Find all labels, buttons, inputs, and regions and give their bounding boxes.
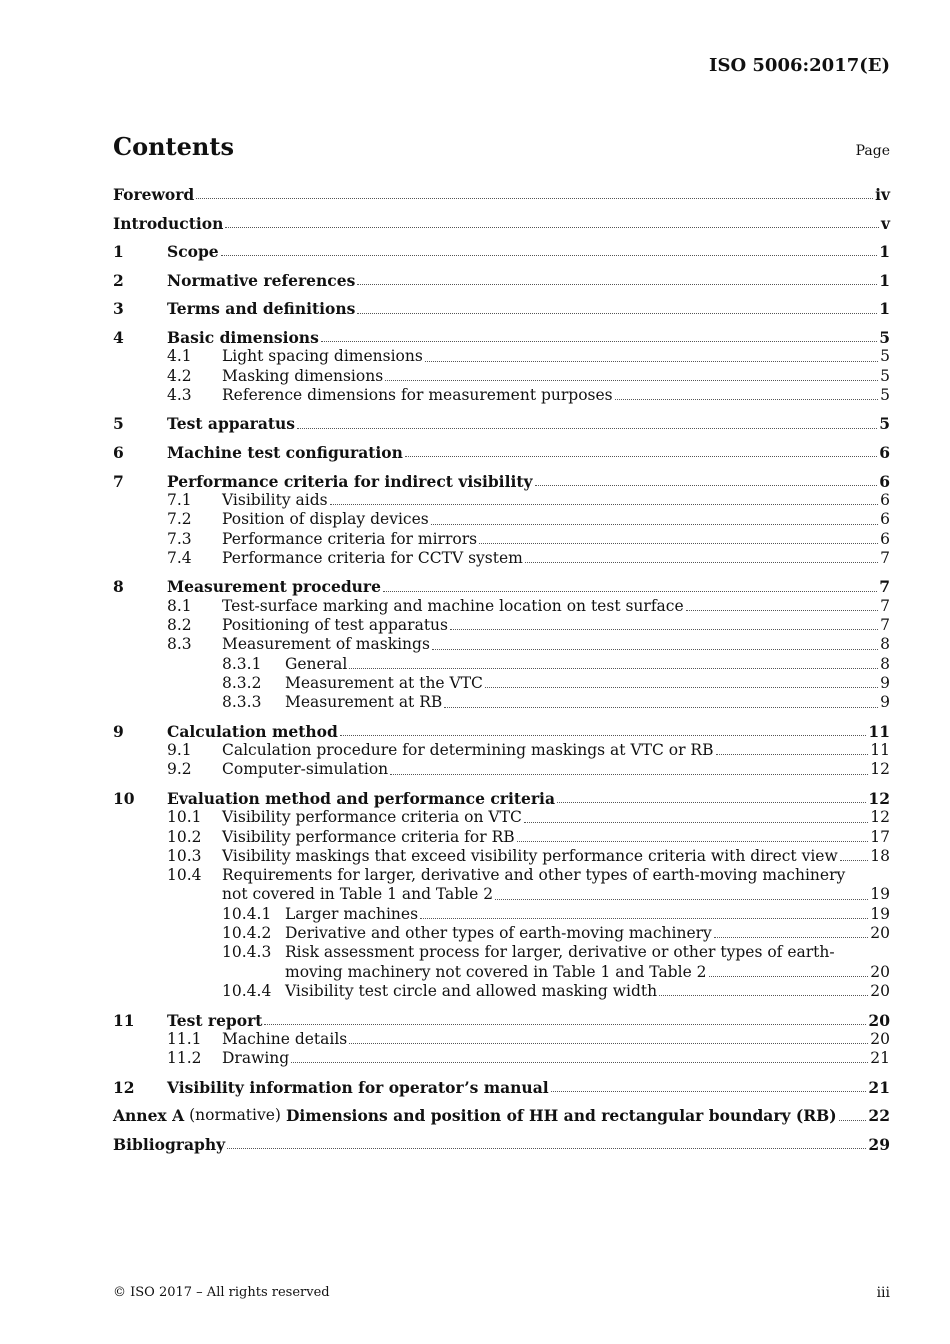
- toc-number: 5: [113, 414, 124, 434]
- toc-page: 21: [868, 1077, 890, 1097]
- toc-number: 7.1: [167, 490, 192, 509]
- toc-title: Reference dimensions for measurement purposes: [222, 385, 613, 404]
- toc-entry-7-1[interactable]: [113, 491, 890, 510]
- dot-leader: [196, 198, 873, 199]
- toc-entry-10-4-line2[interactable]: [113, 885, 890, 904]
- toc-number: 8.1: [167, 596, 192, 615]
- toc-page: 7: [880, 596, 890, 615]
- toc-number: 7.2: [167, 510, 192, 529]
- toc-number: 8.3.1: [222, 654, 262, 673]
- toc-number: 10.4.4: [222, 981, 272, 1000]
- toc-title: Terms and definitions: [167, 299, 356, 319]
- toc-title: Machine test configuration: [167, 443, 403, 463]
- toc-number: 10.1: [167, 808, 202, 827]
- toc-page: 9: [880, 673, 890, 692]
- toc-page: 20: [870, 1029, 890, 1048]
- toc-number: 8.2: [167, 616, 192, 635]
- toc-number: 6: [113, 443, 124, 463]
- toc-page: 11: [868, 721, 890, 741]
- toc-number: 10: [113, 788, 135, 808]
- toc-page: 19: [870, 885, 890, 904]
- toc-number: 12: [113, 1077, 135, 1097]
- dot-leader: [390, 774, 868, 775]
- toc-title: Measurement of maskings: [222, 635, 430, 654]
- toc-title: Visibility aids: [222, 490, 328, 509]
- dot-leader: [517, 841, 869, 842]
- dot-leader: [405, 456, 877, 457]
- dot-leader: [495, 899, 868, 900]
- toc-number: 11.2: [167, 1049, 202, 1068]
- toc-page: 18: [870, 846, 890, 865]
- toc-page: 7: [880, 616, 890, 635]
- toc-entry-1[interactable]: [113, 242, 890, 261]
- toc-title: Visibility maskings that exceed visibility performance criteria with direct view: [222, 846, 838, 865]
- dot-leader: [535, 485, 878, 486]
- toc-title: Measurement procedure: [167, 577, 381, 597]
- dot-leader: [557, 802, 866, 803]
- dot-leader: [225, 227, 879, 228]
- toc-number: 7: [113, 471, 124, 491]
- dot-leader: [221, 255, 878, 256]
- annex-qualifier: (normative): [189, 1106, 281, 1125]
- dot-leader: [425, 361, 878, 362]
- dot-leader: [839, 1120, 867, 1121]
- annex-label: Annex A: [113, 1106, 185, 1126]
- toc-page: 20: [868, 1010, 890, 1030]
- dot-leader: [450, 629, 878, 630]
- toc-title: Performance criteria for indirect visibility: [167, 471, 533, 491]
- toc-entry-12[interactable]: [113, 1078, 890, 1097]
- toc-page: v: [880, 213, 890, 233]
- toc-entry-10-4-3-line2[interactable]: [113, 963, 890, 982]
- copyright-notice: © ISO 2017 – All rights reserved: [113, 1285, 330, 1300]
- toc-entry-8-3-1[interactable]: [113, 655, 890, 674]
- dot-leader: [297, 428, 877, 429]
- toc-title: Measurement at RB: [285, 693, 443, 712]
- dot-leader: [686, 610, 878, 611]
- dot-leader: [383, 591, 877, 592]
- toc-page: 11: [870, 741, 890, 760]
- toc-number: 4.2: [167, 366, 192, 385]
- toc-title: moving machinery not covered in Table 1 and Table 2: [285, 962, 707, 981]
- toc-page: 5: [879, 327, 890, 347]
- toc-title: Introduction: [113, 213, 224, 233]
- toc-title: Performance criteria for CCTV system: [222, 548, 523, 567]
- toc-entry-10[interactable]: [113, 789, 890, 808]
- toc-page: 6: [879, 443, 890, 463]
- toc-title: Requirements for larger, derivative and other types of earth-moving machinery: [222, 866, 846, 885]
- toc-title: Machine details: [222, 1029, 348, 1048]
- toc-entry-7[interactable]: [113, 472, 890, 491]
- toc-page: 7: [880, 548, 890, 567]
- dot-leader: [340, 735, 867, 736]
- toc-entry-2[interactable]: [113, 271, 890, 290]
- toc-title: Performance criteria for mirrors: [222, 529, 478, 548]
- toc-entry-4-1[interactable]: [113, 347, 890, 366]
- toc-title: General: [285, 654, 348, 673]
- toc-page: 12: [870, 808, 890, 827]
- toc-number: 2: [113, 270, 124, 290]
- toc-page: 20: [870, 924, 890, 943]
- toc-page: 1: [879, 242, 890, 262]
- toc-title: Derivative and other types of earth-moving machinery: [285, 924, 712, 943]
- toc-page: iv: [875, 185, 890, 204]
- toc-entry-8-3-2[interactable]: [113, 674, 890, 693]
- toc-title: Scope: [167, 242, 219, 262]
- toc-entry-6[interactable]: [113, 443, 890, 462]
- toc-title: Positioning of test apparatus: [222, 616, 448, 635]
- toc-entry-4-3[interactable]: [113, 386, 890, 405]
- dot-leader: [444, 707, 878, 708]
- toc-page: 20: [870, 962, 890, 981]
- toc-entry-7-4[interactable]: [113, 549, 890, 568]
- toc-number: 4: [113, 327, 124, 347]
- dot-leader: [716, 754, 869, 755]
- toc-entry-8-3-3[interactable]: [113, 693, 890, 712]
- toc-title: Test-surface marking and machine location on test surface: [222, 596, 684, 615]
- toc-page: 21: [870, 1049, 890, 1068]
- toc-title: Calculation procedure for determining maskings at VTC or RB: [222, 741, 714, 760]
- toc-entry-10-1[interactable]: [113, 808, 890, 827]
- toc-entry-5[interactable]: [113, 414, 890, 433]
- dot-leader: [349, 668, 878, 669]
- toc-page: 29: [868, 1134, 890, 1154]
- dot-leader: [431, 524, 878, 525]
- toc-entry-10-4-3-line1[interactable]: [113, 943, 890, 962]
- toc-page: 17: [870, 827, 890, 846]
- toc-entry-8-3[interactable]: [113, 635, 890, 654]
- toc-number: 3: [113, 299, 124, 319]
- toc-page: 7: [879, 577, 890, 597]
- toc-number: 4.1: [167, 347, 192, 366]
- toc-page: 12: [868, 788, 890, 808]
- toc-number: 9.1: [167, 741, 192, 760]
- dot-leader: [479, 543, 878, 544]
- document-id: ISO 5006:2017(E): [709, 55, 890, 76]
- toc-number: 7.3: [167, 529, 192, 548]
- toc-number: 10.4: [167, 866, 202, 885]
- dot-leader: [321, 341, 877, 342]
- toc-title: Masking dimensions: [222, 366, 384, 385]
- toc-entry-10-3[interactable]: [113, 847, 890, 866]
- toc-page: 8: [880, 635, 890, 654]
- toc-title: Risk assessment process for larger, derivative or other types of earth-: [285, 943, 835, 962]
- toc-number: 9.2: [167, 760, 192, 779]
- page-number: iii: [876, 1285, 890, 1301]
- toc-page: 9: [880, 693, 890, 712]
- dot-leader: [385, 380, 878, 381]
- toc-page: 6: [880, 510, 890, 529]
- table-of-contents: [113, 185, 890, 1154]
- toc-title: Calculation method: [167, 721, 338, 741]
- dot-leader: [291, 1062, 868, 1063]
- toc-page: 5: [880, 347, 890, 366]
- toc-entry-3[interactable]: [113, 299, 890, 318]
- toc-title: Measurement at the VTC: [285, 673, 483, 692]
- toc-entry-4[interactable]: [113, 328, 890, 347]
- toc-title: Dimensions and position of HH and rectangular boundary (RB): [285, 1106, 837, 1126]
- dot-leader: [659, 995, 868, 996]
- dot-leader: [551, 1091, 867, 1092]
- toc-entry-11[interactable]: [113, 1011, 890, 1030]
- toc-title: Bibliography: [113, 1134, 226, 1154]
- toc-title: Test apparatus: [167, 414, 296, 434]
- toc-entry-4-2[interactable]: [113, 367, 890, 386]
- dot-leader: [485, 687, 878, 688]
- toc-title: Basic dimensions: [167, 327, 319, 347]
- toc-number: 11: [113, 1010, 135, 1030]
- dot-leader: [524, 822, 868, 823]
- toc-page: 1: [879, 299, 890, 319]
- toc-number: 8.3.3: [222, 693, 262, 712]
- dot-leader: [420, 918, 868, 919]
- toc-number: 10.2: [167, 827, 202, 846]
- toc-number: 10.3: [167, 846, 202, 865]
- toc-number: 11.1: [167, 1029, 202, 1048]
- dot-leader: [709, 976, 869, 977]
- contents-title: Contents: [113, 132, 234, 161]
- toc-entry-8-1[interactable]: [113, 597, 890, 616]
- toc-title: Larger machines: [285, 904, 419, 923]
- toc-entry-9-1[interactable]: [113, 741, 890, 760]
- dot-leader: [615, 399, 878, 400]
- toc-number: 7.4: [167, 548, 192, 567]
- toc-page: 22: [868, 1106, 890, 1126]
- toc-title: Foreword: [113, 185, 195, 204]
- toc-entry-bibliography[interactable]: [113, 1135, 890, 1154]
- toc-page: 5: [880, 385, 890, 404]
- dot-leader: [432, 649, 878, 650]
- toc-entry-11-1[interactable]: [113, 1030, 890, 1049]
- toc-page: 19: [870, 904, 890, 923]
- toc-entry-foreword[interactable]: [113, 185, 890, 204]
- toc-entry-7-3[interactable]: [113, 530, 890, 549]
- toc-entry-8[interactable]: [113, 577, 890, 596]
- toc-page: 5: [880, 366, 890, 385]
- toc-title: Visibility performance criteria for RB: [222, 827, 515, 846]
- toc-page: 1: [879, 270, 890, 290]
- toc-title: not covered in Table 1 and Table 2: [222, 885, 494, 904]
- toc-number: 9: [113, 721, 124, 741]
- toc-number: 8: [113, 577, 124, 597]
- toc-number: 10.4.2: [222, 924, 272, 943]
- toc-entry-8-2[interactable]: [113, 616, 890, 635]
- toc-entry-10-4-4[interactable]: [113, 982, 890, 1001]
- dot-leader: [349, 1043, 868, 1044]
- toc-entry-introduction[interactable]: [113, 214, 890, 233]
- toc-title: Visibility test circle and allowed masking width: [285, 981, 658, 1000]
- toc-title: Test report: [167, 1010, 263, 1030]
- toc-page: 6: [880, 490, 890, 509]
- dot-leader: [840, 860, 869, 861]
- toc-title: Light spacing dimensions: [222, 347, 423, 366]
- toc-title: Position of display devices: [222, 510, 429, 529]
- toc-entry-annex-a[interactable]: [113, 1106, 890, 1125]
- toc-number: 10.4.1: [222, 904, 272, 923]
- toc-number: 8.3: [167, 635, 192, 654]
- toc-page: 12: [870, 760, 890, 779]
- toc-entry-9[interactable]: [113, 722, 890, 741]
- toc-page: 20: [870, 981, 890, 1000]
- dot-leader: [357, 313, 877, 314]
- toc-entry-10-4-line1[interactable]: [113, 866, 890, 885]
- toc-title: Drawing: [222, 1049, 290, 1068]
- toc-page: 5: [879, 414, 890, 434]
- toc-title: Visibility performance criteria on VTC: [222, 808, 522, 827]
- toc-number: 1: [113, 242, 124, 262]
- dot-leader: [714, 937, 868, 938]
- toc-entry-9-2[interactable]: [113, 760, 890, 779]
- dot-leader: [264, 1024, 866, 1025]
- toc-number: 8.3.2: [222, 673, 262, 692]
- toc-title: Normative references: [167, 270, 356, 290]
- toc-number: 4.3: [167, 385, 192, 404]
- toc-entry-10-2[interactable]: [113, 828, 890, 847]
- dot-leader: [357, 284, 877, 285]
- toc-entry-10-4-1[interactable]: [113, 905, 890, 924]
- toc-entry-10-4-2[interactable]: [113, 924, 890, 943]
- dot-leader: [525, 562, 878, 563]
- toc-page: 6: [879, 471, 890, 491]
- dot-leader: [330, 504, 879, 505]
- dot-leader: [227, 1148, 866, 1149]
- toc-title: Evaluation method and performance criteria: [167, 788, 555, 808]
- page-column-label: Page: [855, 143, 890, 159]
- toc-title: Computer-simulation: [222, 760, 389, 779]
- toc-entry-7-2[interactable]: [113, 510, 890, 529]
- toc-page: 8: [880, 654, 890, 673]
- toc-number: 10.4.3: [222, 943, 272, 962]
- toc-page: 6: [880, 529, 890, 548]
- toc-title: Visibility information for operator’s manual: [167, 1077, 549, 1097]
- toc-entry-11-2[interactable]: [113, 1049, 890, 1068]
